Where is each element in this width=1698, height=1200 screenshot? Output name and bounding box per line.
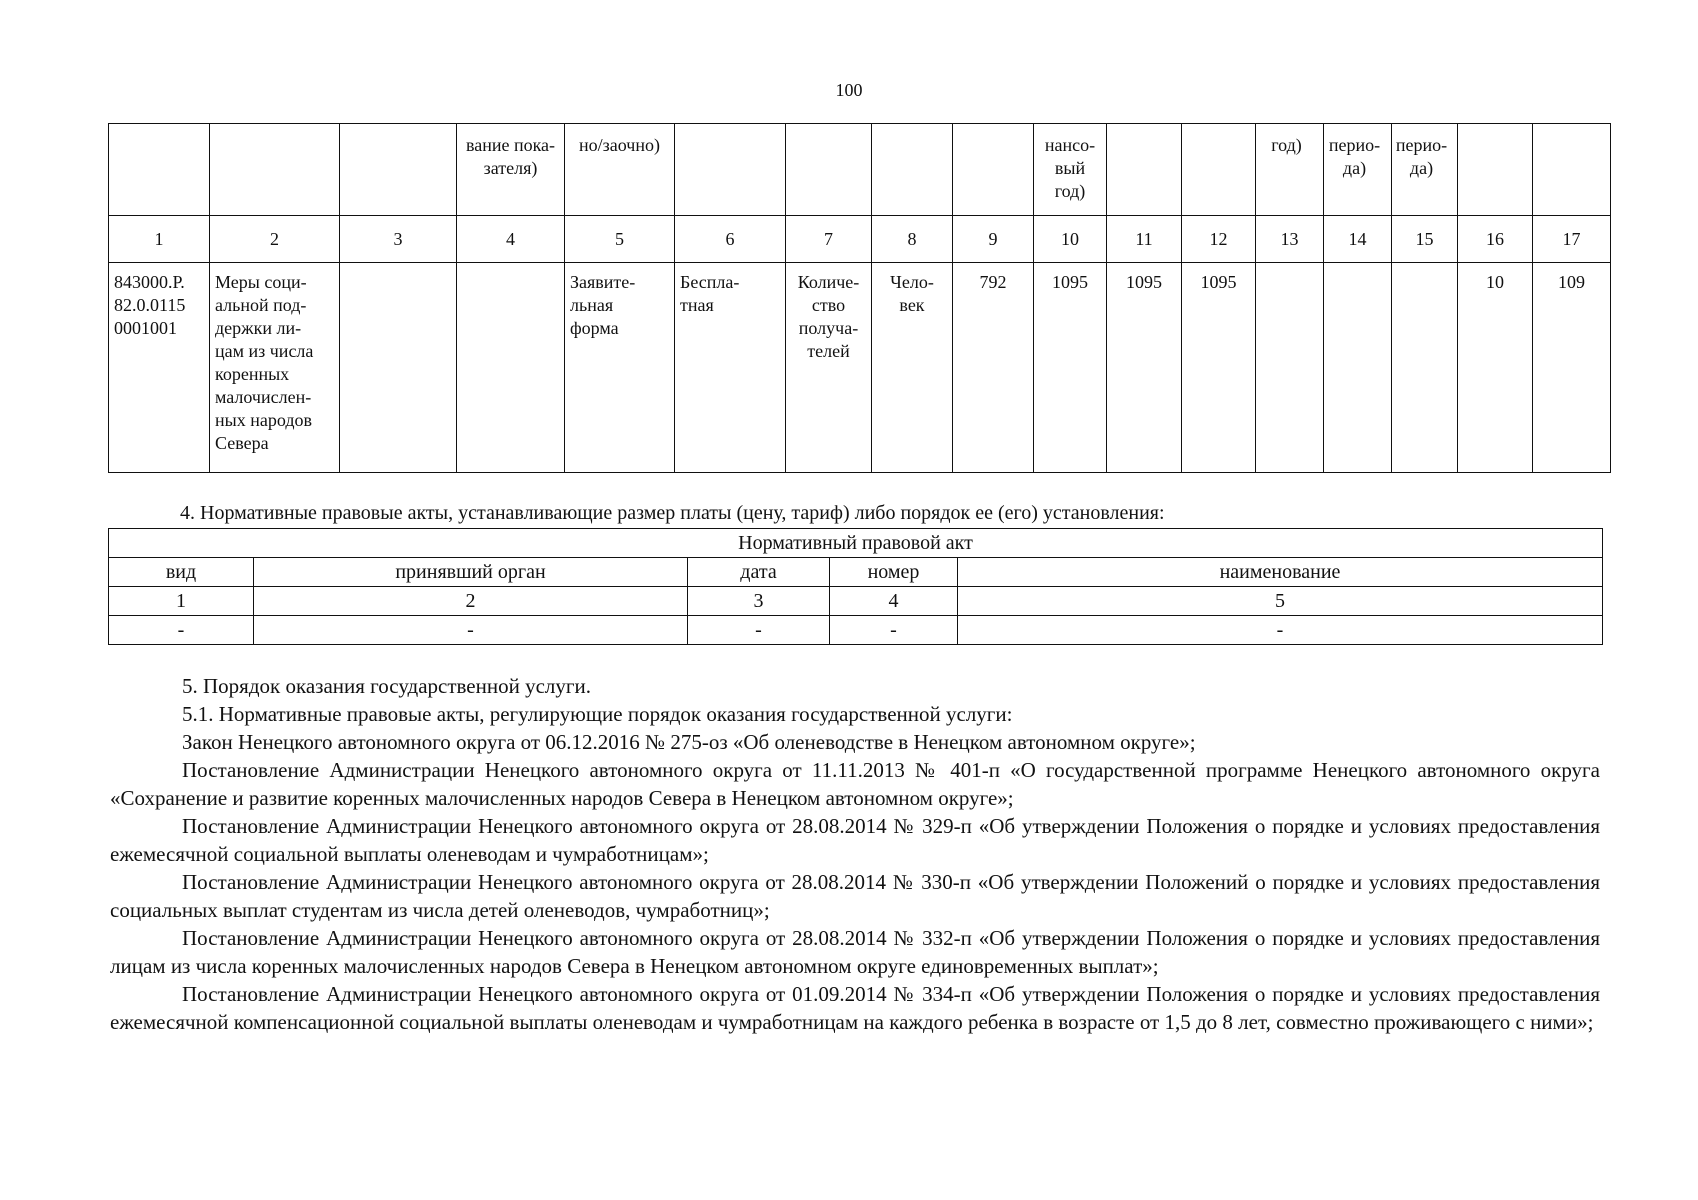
- column-number: 2: [210, 216, 340, 263]
- column-number: 9: [953, 216, 1034, 263]
- column-number: 11: [1107, 216, 1182, 263]
- column-number: 12: [1182, 216, 1256, 263]
- services-volume-table: [108, 123, 1611, 473]
- header-cell: [872, 124, 953, 216]
- value-cell: 1095: [1182, 263, 1256, 473]
- registry-code-cell: 843000.Р. 82.0.0115 0001001: [109, 263, 210, 473]
- table-row: [109, 616, 1603, 645]
- table-cell: [1324, 263, 1392, 473]
- deviation-absolute-cell: 109: [1533, 263, 1611, 473]
- section-5-1-title: 5.1. Нормативные правовые акты, регулирующие порядок оказания государственной услуги:: [182, 702, 1013, 726]
- header-cell: но/заочно): [565, 124, 675, 216]
- payment-cell: Беспла- тная: [675, 263, 786, 473]
- table-cell: -: [688, 616, 830, 645]
- column-number: 13: [1256, 216, 1324, 263]
- table-cell: -: [830, 616, 958, 645]
- page-number: 100: [835, 80, 863, 100]
- legal-act-paragraph: Закон Ненецкого автономного округа от 06.12.2016 № 275-оз «Об оленеводстве в Ненецком автономном округе»;: [182, 730, 1196, 754]
- column-header: наименование: [958, 558, 1603, 587]
- section-4-title: 4. Нормативные правовые акты, устанавливающие размер платы (цену, тариф) либо порядок ее (его) установления:: [180, 502, 1165, 524]
- table-title: Нормативный правовой акт: [109, 529, 1603, 558]
- column-number: 3: [340, 216, 457, 263]
- column-number: 14: [1324, 216, 1392, 263]
- table-cell: -: [254, 616, 688, 645]
- column-number: 8: [872, 216, 953, 263]
- section-5: [110, 672, 1600, 1036]
- column-number: 1: [109, 216, 210, 263]
- column-number: 10: [1034, 216, 1107, 263]
- header-cell: [340, 124, 457, 216]
- header-cell: вание пока- зателя): [457, 124, 565, 216]
- legal-act-paragraph: Постановление Администрации Ненецкого автономного округа от 28.08.2014 № 329-п «Об утверждении Положения о порядке и условиях предоставления ежемесячной социальной выплаты оленеводам и чумработницам»;: [110, 814, 1600, 866]
- header-cell: [210, 124, 340, 216]
- table-cell: [1256, 263, 1324, 473]
- legal-acts-table: [108, 528, 1603, 645]
- column-number: 16: [1458, 216, 1533, 263]
- header-cell: год): [1256, 124, 1324, 216]
- column-header: вид: [109, 558, 254, 587]
- form-cell: Заявите- льная форма: [565, 263, 675, 473]
- legal-act-paragraph: Постановление Администрации Ненецкого автономного округа от 28.08.2014 № 330-п «Об утверждении Положений о порядке и условиях предоставления социальных выплат студентам из числа детей оленеводов, чумработниц»;: [110, 870, 1600, 922]
- header-cell: [1533, 124, 1611, 216]
- table-cell: -: [958, 616, 1603, 645]
- header-cell: [953, 124, 1034, 216]
- header-cell: [1182, 124, 1256, 216]
- header-cell: перио- да): [1324, 124, 1392, 216]
- legal-act-paragraph: Постановление Администрации Ненецкого автономного округа от 11.11.2013 № 401-п «О государственной программе Ненецкого автономного округа «Сохранение и развитие коренных малочисленных народов Севера в Ненецком автономном округе»;: [110, 758, 1600, 810]
- column-number: 6: [675, 216, 786, 263]
- header-cell: [1458, 124, 1533, 216]
- okei-code-cell: 792: [953, 263, 1034, 473]
- value-cell: 1095: [1107, 263, 1182, 473]
- unit-cell: Чело- век: [872, 263, 953, 473]
- legal-act-paragraph: Постановление Администрации Ненецкого автономного округа от 28.08.2014 № 332-п «Об утверждении Положения о порядке и условиях предоставления лицам из числа коренных малочисленных народов Севера в Ненецком автономном округе единовременных выплат»;: [110, 926, 1600, 978]
- column-number: 4: [830, 587, 958, 616]
- column-number: 1: [109, 587, 254, 616]
- header-cell: нансо- вый год): [1034, 124, 1107, 216]
- column-header: номер: [830, 558, 958, 587]
- header-cell: перио- да): [1392, 124, 1458, 216]
- service-name-cell: Меры соци- альной под- держки ли- цам из числа коренных малочислен- ных народов Севера: [210, 263, 340, 473]
- deviation-percent-cell: 10: [1458, 263, 1533, 473]
- column-number: 5: [565, 216, 675, 263]
- header-cell: [109, 124, 210, 216]
- header-cell: [786, 124, 872, 216]
- table-row: [109, 263, 1611, 473]
- table-cell: [340, 263, 457, 473]
- column-number: 17: [1533, 216, 1611, 263]
- column-number-row: [109, 216, 1611, 263]
- header-cell: [675, 124, 786, 216]
- column-number: 3: [688, 587, 830, 616]
- column-header: дата: [688, 558, 830, 587]
- column-number: 5: [958, 587, 1603, 616]
- section-5-title: 5. Порядок оказания государственной услуги.: [182, 674, 591, 698]
- column-number: 7: [786, 216, 872, 263]
- column-number: 15: [1392, 216, 1458, 263]
- table-header-row: [109, 124, 1611, 216]
- column-number: 4: [457, 216, 565, 263]
- header-cell: [1107, 124, 1182, 216]
- table-cell: [457, 263, 565, 473]
- legal-act-paragraph: Постановление Администрации Ненецкого автономного округа от 01.09.2014 № 334-п «Об утверждении Положения о порядке и условиях предоставления ежемесячной компенсационной социальной выплаты оленеводам и чумработницам на каждого ребенка в возрасте от 1,5 до 8 лет, совместно проживающего с ними»;: [110, 982, 1600, 1034]
- table-cell: [1392, 263, 1458, 473]
- indicator-name-cell: Количе- ство получа- телей: [786, 263, 872, 473]
- column-header: принявший орган: [254, 558, 688, 587]
- table-cell: -: [109, 616, 254, 645]
- column-number: 2: [254, 587, 688, 616]
- value-cell: 1095: [1034, 263, 1107, 473]
